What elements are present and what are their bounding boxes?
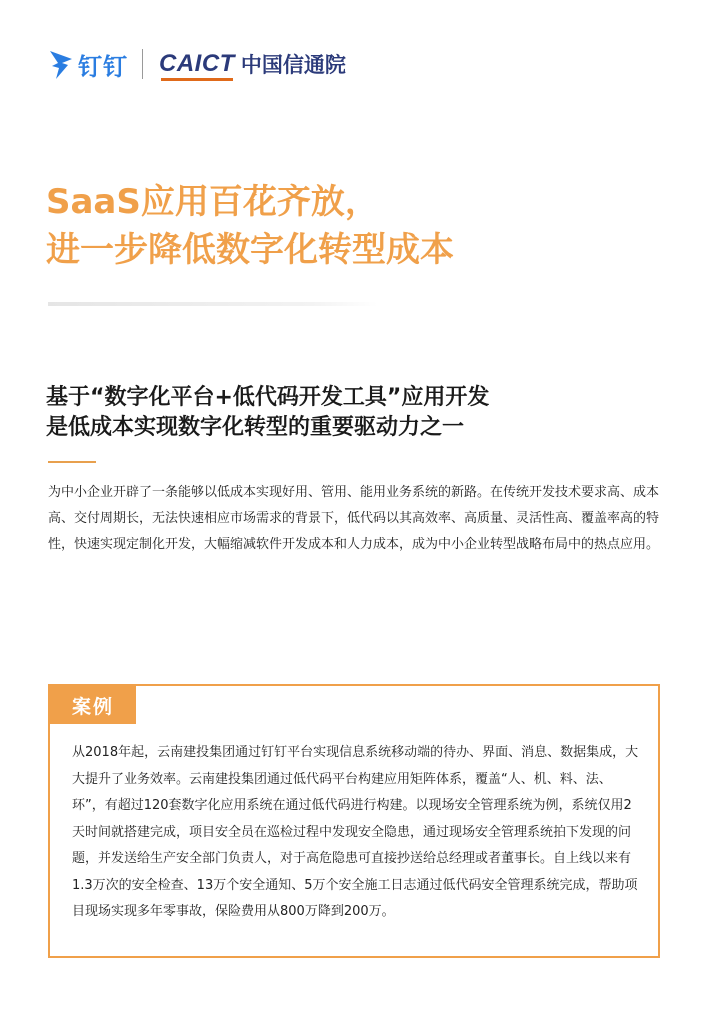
caict-logo (159, 50, 235, 78)
dingtalk-wing-icon (48, 47, 74, 81)
case-study-text: 从2018年起，云南建投集团通过钉钉平台实现信息系统移动端的待办、界面、消息、数据集成，大大提升了业务效率。云南建投集团通过低代码平台构建应用矩阵体系，覆盖“人、机、料、法、环”，有超过120套数字化应用系统在通过低代码进行构建。以现场安全管理系统为例，系统仅用2天时间就搭建完成，项目安全员在巡检过程中发现安全隐患，通过现场安全管理系统拍下发现的问题，并发送给生产安全部门负责人，对于高危隐患可直接抄送给总经理或者董事长。自上线以来有1.3万次的安全检查、13万个安全通知、5万个安全施工日志通过低代码安全管理系统完成，帮助项目现场实现多年零事故，保险费用从800万降到200万。 (72, 745, 639, 919)
dingtalk-logo (48, 47, 128, 82)
caict-chinese-name: 中国信通院 (240, 53, 346, 77)
title-divider (48, 302, 378, 306)
page-title-line-1: SaaS应用百花齐放， (46, 182, 379, 222)
heading-accent-line (48, 461, 96, 463)
dingtalk-name: 钉钉 (78, 52, 128, 81)
case-study-tag: 案例 (50, 686, 136, 724)
page-title-line-2: 进一步降低数字化转型成本 (46, 230, 454, 270)
section-heading-line-1: 基于“数字化平台+低代码开发工具”应用开发 (46, 385, 490, 410)
case-study-box (48, 684, 660, 958)
intro-paragraph: 为中小企业开辟了一条能够以低成本实现好用、管用、能用业务系统的新路。在传统开发技术要求高、成本高、交付周期长，无法快速相应市场需求的背景下，低代码以其高效率、高质量、灵活性高、覆盖率高的特性，快速实现定制化开发，大幅缩减软件开发成本和人力成本，成为中小企业转型战略布局中的热点应用。 (48, 485, 660, 552)
caict-wordmark: CAICT (159, 50, 235, 77)
header-logos (48, 44, 346, 84)
section-heading (46, 383, 489, 443)
caict-underline (161, 78, 233, 81)
section-heading-line-2: 是低成本实现数字化转型的重要驱动力之一 (46, 415, 465, 440)
logo-separator (142, 49, 143, 79)
page-title (46, 178, 454, 274)
